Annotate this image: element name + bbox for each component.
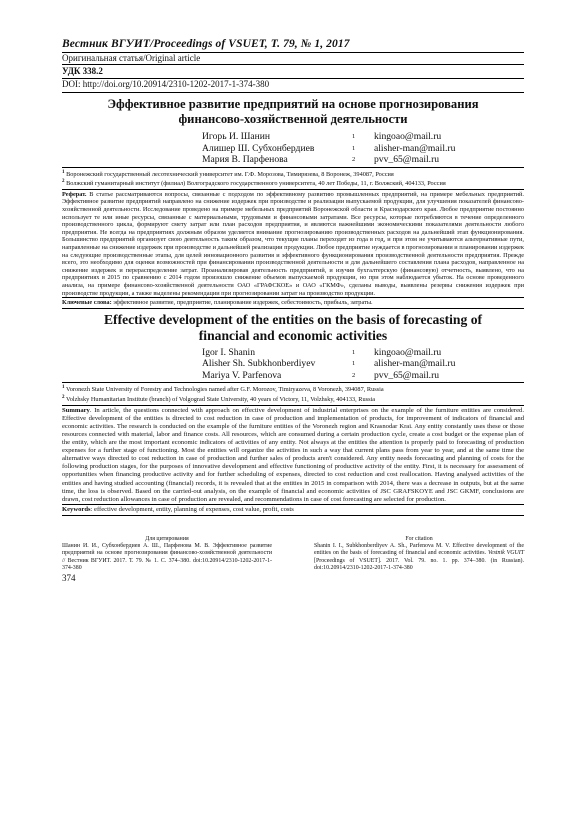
author-row	[202, 358, 455, 370]
author-affil-num: 1	[352, 144, 356, 152]
author-affil-num: 2	[352, 371, 356, 379]
doi-link[interactable]: DOI: http://doi.org/10.20914/2310-1202-2017-1-374-380	[62, 79, 524, 93]
affiliations-ru	[62, 167, 524, 188]
author-affil-num: 1	[352, 360, 356, 368]
keywords-ru	[62, 297, 524, 309]
citation-en-text: Shanin I. I., Subkhonberdiyev A. Sh., Parfenova M. V. Effective development of the entities on the basis of forecasting of financial and economic activities. Vestnik VGUIT [Proceedings of VSUET]. 2017. Vol. 79. no. 1. pp. 374–380. (in Russian). doi:10.20914/2310-1202-2017-1-374-380	[314, 543, 524, 571]
keywords-en-label: Keywords	[62, 505, 91, 513]
citation-journal: Vestnik VGUIT	[488, 550, 524, 557]
author-name: Мария В. Парфенова	[202, 154, 288, 165]
author-email[interactable]: pvv_65@mail.ru	[374, 369, 440, 381]
author-email[interactable]: alisher-man@mail.ru	[374, 142, 456, 154]
author-name: Mariya V. Parfenova	[202, 369, 282, 381]
article-type: Оригинальная статья/Original article	[62, 53, 201, 63]
author-affil-num: 1	[352, 133, 356, 140]
author-row	[202, 154, 455, 166]
author-name: Igor I. Shanin	[202, 346, 256, 358]
citation-en-heading: For citation	[405, 535, 433, 542]
keywords-ru-label: Ключевые слова:	[62, 299, 112, 307]
abstract-ru-text: В статье рассматриваются вопросы, связанные с подходом по эффективному развитию промышленных предприятий, на примере мебельных предприятий. Эффективное развитие предприятий направлено на снижение издержек при производстве и реализации выпускаемой продукции, для улучшения показателей финансово-хозяйственной деятельности. Исследование проведено на примере мебельных предприятий Воронежской области и Краснодарского края. Любое предприятие постоянно использует те или иные ресурсы, связанные с материальными, трудовыми и финансовыми затратами. Все ресурсы, которые потребляются в течение определенного производственного цикла, формируют смету затрат или план расходов предприятия, и являются важнейшими экономическими показателями деятельности любого предприятия. Не всегда на предприятиях должным образом уделяется внимание прогнозированию производственных расходов на дальнейший этап функционирования. Большинство предприятий организует свою деятельность таким образом, что текущие планы переходят из года в год, и при этом не учитываются альтернативные пути, направленные на снижение издержек при производстве и дальнейшей реализации продукции. Любое предприятие нуждается в прогнозировании и планировании издержек на следующие производственные этапы, для целей инновационного развития и эффективного функционирования производственной деятельности предприятия. Прежде всего, это необходимо для оценки возможностей при финансировании производственной деятельности и для дальнейшего составления плана расходов, направленное на снижение издержек и перераспределение затрат. Проанализировав деятельность предприятий, и изучив бухгалтерскую (финансовую) отчетность, выявлено, что на предприятиях в 2015 по сравнению с 2014 годом произошло снижение объемов выпускаемой продукции, но при этом наблюдается убыток. На основе проведенного анализа, на примере финансово-хозяйственной деятельности ОАО «ГРАФСКОЕ» и ОАО «ГКМФ», сделаны выводы, выявлены резервы снижения издержек при производстве продукции, а также выделены рекомендации при прогнозировании затрат на производство продукции.	[62, 190, 524, 297]
author-email[interactable]: pvv_65@mail.ru	[374, 154, 440, 165]
author-row	[202, 131, 455, 143]
title-en-line-1: Effective development of the entities on the basis of forecasting of	[103, 311, 483, 327]
keywords-en	[62, 504, 524, 516]
journal-header: Вестник ВГУИТ/Proceedings of VSUET, Т. 79, № 1, 2017	[62, 38, 524, 53]
author-row	[202, 143, 455, 155]
author-affil-num: 1	[352, 348, 356, 356]
citation-en	[314, 536, 524, 572]
citation-ru-heading: Для цитирования	[145, 535, 189, 542]
udk-code: УДК 338.2	[62, 64, 524, 79]
abstract-ru	[62, 189, 524, 297]
affiliation: $^2$ Волжский гуманитарный институт (филиал) Волгоградского государственного университета, 40 лет Победы, 11, г. Волжский, 404133, Россия	[62, 179, 446, 188]
page-number: 374	[62, 573, 76, 583]
keywords-ru-text: эффективное развитие, предприятие, планирование издержек, себестоимость, прибыль, затраты.	[113, 299, 373, 307]
citation-block	[62, 536, 524, 572]
abstract-en-label: Summary	[62, 406, 90, 414]
title-en-line-2: financial and economic activities	[198, 327, 388, 343]
title-ru-line-1: Эффективное развитие предприятий на основе прогнозирования	[107, 97, 479, 111]
abstract-ru-label: Реферат.	[62, 190, 87, 198]
affiliation: $^1$ Воронежский государственный лесотехнический университет им. Г.Ф. Морозова, Тимирязева, 8 Воронеж, 394087, Россия	[62, 169, 394, 178]
abstract-en-text: . In article, the questions connected with approach on effective development of industrial enterprises on the example of the furniture entities are considered. Effective development of the entities is directed to cost reduction in case of production and implementation of products, for improvement of indicators of financial and economic activities. The research is conducted on the example of the furniture entities of the Voronezh region and Krasnodar Krai. Any entity constantly uses these or those resources connected with material, labor and finance costs. All resources, which are consumed during a certain production cycle, create a cost budget or the expense plan of the entity, which are the most important economic indicators of activities of any entity. Not always at the entities the attention is properly paid to forecasting of production expenses for a further stage of functioning. Most the entities will organize the activities in such a way that current plans pass from year to year, and at the same time the alternative ways directed to cost reduction in case of production and further sales of products aren't considered. Any entity needs forecasting and planning of costs for the following production stages, for the purposes of innovative development and effective functioning of productive activity of the entity. First, it is necessary for assessment of opportunities when financing productive activity and for further scheduling of expenses, directed to cost reduction and cost reallocation. Having analysed activities of the entities and having studied accounting (financial) records, it is revealed that at the entities in 2015 in comparison with 2014, there was a decrease in outputs, but at the same time, the loss is observed. Based on the carried-out analysis, on the example of financial and economic activities of JSC GRAFSKOYE and JSC GKMF, conclusions are drawn, cost reduction allowances in case of production are revealed, and recommendations in case of cost forecasting are selected for production.	[62, 406, 524, 503]
author-name: Алишер Ш. Субхонбердиев	[202, 142, 315, 154]
citation-ru	[62, 536, 272, 572]
citation-ru-text: Шанин И. И., Субхонбердиев А. Ш., Парфенова М. В. Эффективное развитие предприятий на основе прогнозирования финансово-хозяйственной деятельности // Вестник ВГУИТ. 2017. Т. 79. № 1. С. 374–380. doi:10.20914/2310-1202-2017-1-374-380	[62, 543, 272, 571]
affiliation: $^2$ Volzhsky Humanitarian Institute (branch) of Volgograd State University, 40 years of Victory, 11, Volzhsky, 404133, Russia	[62, 394, 376, 404]
authors-en	[202, 347, 455, 382]
article-page	[62, 38, 524, 583]
author-row	[202, 370, 455, 382]
title-ru	[62, 97, 524, 127]
title-ru-line-2: финансово-хозяйственной деятельности	[178, 112, 408, 126]
author-name: Игорь И. Шанин	[202, 131, 271, 142]
authors-ru	[202, 131, 455, 166]
author-email[interactable]: kingoao@mail.ru	[374, 346, 442, 358]
author-email[interactable]: kingoao@mail.ru	[374, 131, 442, 142]
author-name: Alisher Sh. Subkhonberdiyev	[202, 358, 316, 370]
affiliations-en	[62, 382, 524, 403]
keywords-en-text: : effective development, entity, planning of expenses, cost value, profit, costs	[90, 505, 294, 513]
title-en	[62, 312, 524, 344]
author-affil-num: 2	[352, 156, 356, 163]
affiliation: $^1$ Voronezh State University of Forestry and Technologies named after G.F. Morozov, Timiryazeva, 8 Voronezh, 394087, Russia	[62, 385, 384, 394]
author-email[interactable]: alisher-man@mail.ru	[374, 358, 456, 370]
author-row	[202, 347, 455, 359]
abstract-en	[62, 405, 524, 504]
